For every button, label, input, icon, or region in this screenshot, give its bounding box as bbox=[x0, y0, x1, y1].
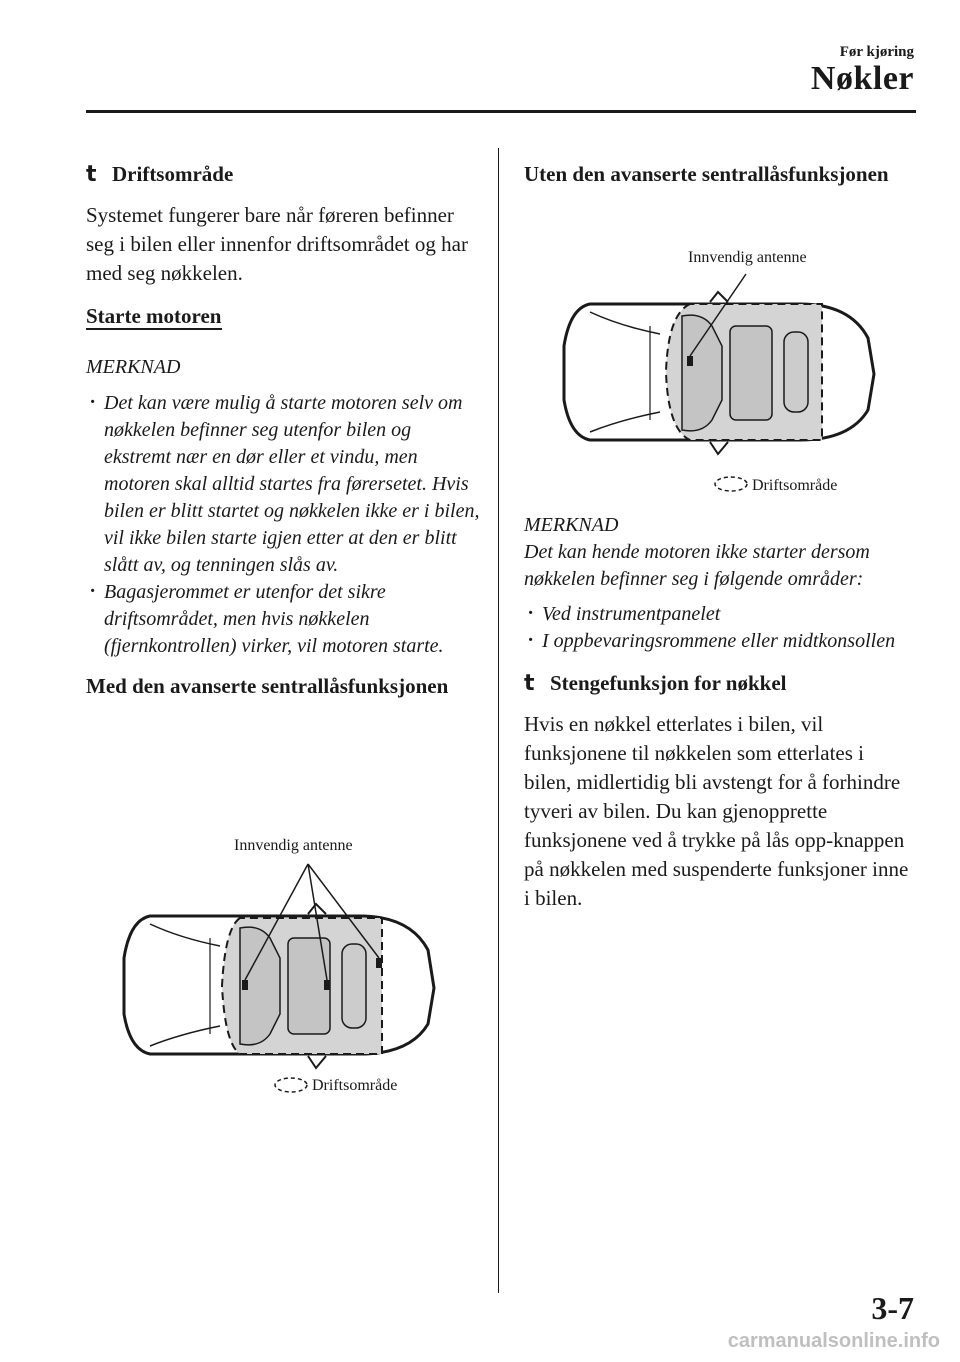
heading-text: Stengefunksjon for nøkkel bbox=[550, 671, 787, 695]
heading-without-advanced-lock: Uten den avanserte sentrallåsfunksjonen bbox=[524, 162, 889, 186]
page-title: Nøkler bbox=[810, 60, 914, 97]
antenna-label: Innvendig antenne bbox=[234, 837, 353, 854]
heading-marker-icon: t bbox=[86, 162, 97, 187]
page-number: 3-7 bbox=[871, 1290, 914, 1326]
list-item: · Det kan være mulig å starte motoren selv om nøkkelen befinner seg utenfor bilen og ekstremt nær en dør eller et vindu, men motoren skal alltid startes fra førersetet. Hvis bilen er blitt startet og nøkkelen ikke er i bilen, vil ikke bilen starte igjen etter at den er blitt slått av, og tenningen slås av. bbox=[86, 390, 481, 579]
section-heading-key-lock bbox=[524, 669, 914, 698]
watermark: carmanualsonline.info bbox=[727, 1330, 940, 1352]
intro-paragraph: Systemet fungerer bare når føreren befinner seg i bilen eller innenfor driftsområdet og har med seg nøkkelen. bbox=[86, 203, 468, 285]
right-column-bottom bbox=[524, 512, 914, 913]
note-bullets bbox=[86, 390, 481, 660]
key-lock-paragraph: Hvis en nøkkel etterlates i bilen, vil funksjonene til nøkkelen som etterlates i bilen, midlertidig bli avstengt for å forhindre tyveri av bilen. Du kan gjenopprette funksjonene ved å trykke på lås opp-knappen på nøkkelen med suspenderte funksjoner inne i bilen. bbox=[524, 712, 909, 910]
heading-marker-icon: t bbox=[524, 671, 535, 696]
left-column bbox=[86, 160, 481, 700]
heading-text: Driftsområde bbox=[112, 162, 234, 186]
section-label: Før kjøring bbox=[839, 44, 914, 60]
subheading-start-engine: Starte motoren bbox=[86, 304, 222, 328]
note-label: MERKNAD bbox=[86, 356, 181, 378]
column-divider bbox=[498, 148, 499, 1293]
car-diagram-without-advanced-lock bbox=[550, 240, 890, 502]
header-divider bbox=[86, 110, 916, 113]
list-item: · Bagasjerommet er utenfor det sikre driftsområdet, men hvis nøkkelen (fjernkontrollen) virker, vil motoren starte. bbox=[86, 579, 481, 660]
list-item: · I oppbevaringsrommene eller midtkonsollen bbox=[524, 628, 914, 655]
car-diagram-with-advanced-lock bbox=[110, 828, 450, 1098]
note-text: Det kan hende motoren ikke starter dersom nøkkelen befinner seg i følgende områder: bbox=[524, 541, 870, 590]
note-label: MERKNAD bbox=[524, 514, 619, 536]
antenna-label: Innvendig antenne bbox=[688, 249, 807, 266]
section-heading-operating-range bbox=[86, 160, 481, 189]
note-bullets bbox=[524, 601, 914, 655]
right-column-top bbox=[524, 160, 914, 188]
list-item: · Ved instrumentpanelet bbox=[524, 601, 914, 628]
heading-with-advanced-lock: Med den avanserte sentrallåsfunksjonen bbox=[86, 674, 449, 698]
zone-label: Driftsområde bbox=[312, 1077, 398, 1094]
zone-label: Driftsområde bbox=[752, 477, 838, 494]
